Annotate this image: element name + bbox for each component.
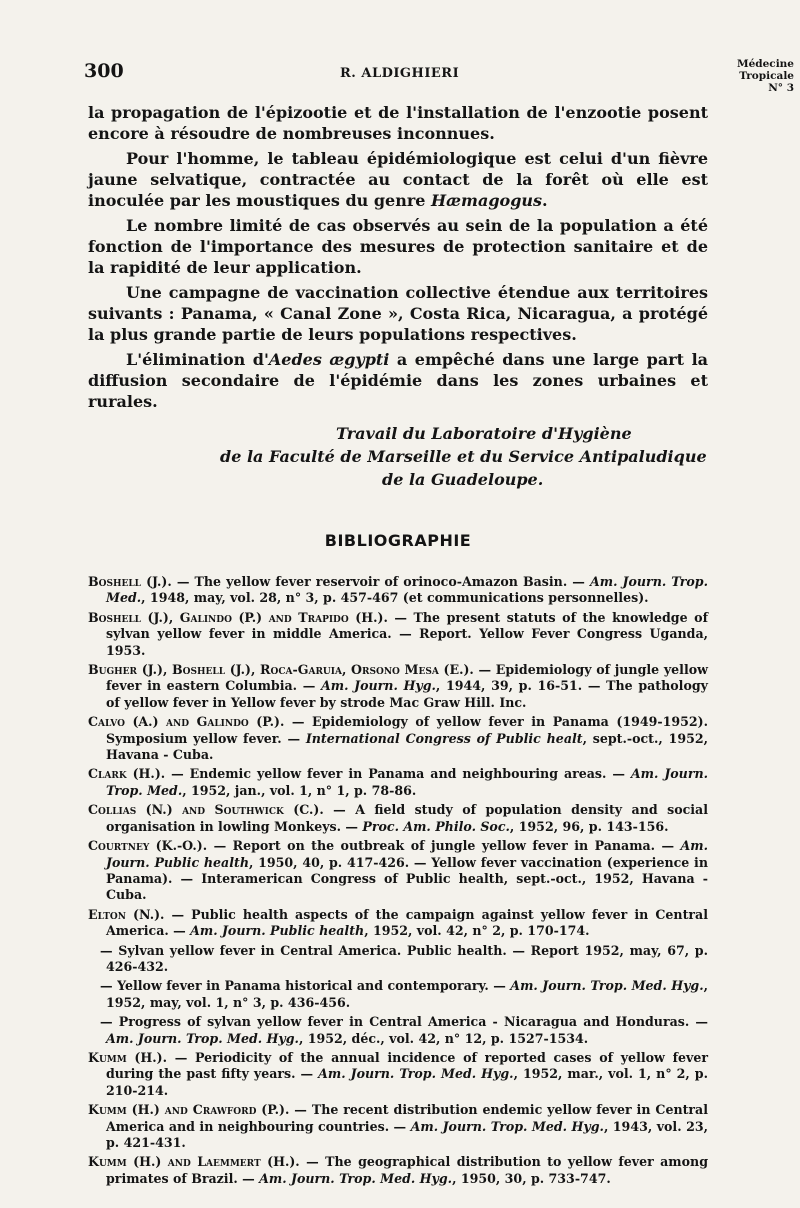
reference-text: — Report on the outbreak of jungle yellow fever in Panama. — — [207, 838, 681, 854]
reference-text: — The geographical distribution to yellow fever among primates of Brazil. — — [106, 1154, 708, 1186]
reference-journal: Am. Journ. Trop. Med. Hyg. — [259, 1170, 453, 1186]
reference-text: — Endemic yellow fever in Panama and neighbouring areas. — — [165, 766, 631, 782]
bibliography-list — [88, 574, 708, 1187]
reference-details: , 1948, may, vol. 28, n° 3, p. 457-467 (et communications personnelles). — [141, 590, 649, 606]
page-header — [84, 56, 800, 100]
reference-text: — The recent distribution endemic yellow fever in Central America and in neighbouring countries. — — [106, 1102, 709, 1134]
reference-details: , 1952, jan., vol. 1, n° 1, p. 78-86. — [182, 782, 417, 798]
reference-journal: Am. Journ. Trop. Med. Hyg. — [410, 1118, 604, 1134]
reference-journal: International Congress of Public healt — [305, 730, 583, 746]
reference-entry — [88, 574, 708, 607]
paragraphs — [88, 102, 708, 412]
article-body — [88, 102, 708, 1190]
journal-line: Médecine — [736, 58, 794, 70]
signature-line: de la Guadeloupe. — [382, 470, 544, 489]
reference-journal: Am. Journ. Trop. Med. Hyg. — [318, 1066, 514, 1082]
paragraph: Une campagne de vaccination collective étendue aux territoires suivants : Panama, « Canal Zone », Costa Rica, Nicaragua, a protégé la plus grande partie de leurs populations respectives. — [88, 283, 708, 344]
reference-text: Yellow fever in Panama historical and contemporary. — — [112, 978, 511, 994]
signature-line: de la Faculté de Marseille et du Service Antipaludique — [220, 447, 707, 466]
reference-author: — — [100, 978, 113, 994]
reference-details: , 1952, may, vol. 1, n° 3, p. 436-456. — [106, 978, 708, 1010]
reference-entry — [88, 610, 708, 659]
reference-entry — [88, 1102, 708, 1151]
reference-journal: Am. Journ. Trop. Med. — [106, 574, 708, 606]
signature-line: Travail du Laboratoire d'Hygiène — [336, 424, 632, 443]
reference-journal: Proc. Am. Philo. Soc. — [362, 818, 510, 834]
bibliography-title: BIBLIOGRAPHIE — [324, 531, 472, 550]
reference-entry — [88, 1154, 708, 1187]
reference-entry — [88, 838, 708, 904]
reference-journal: Am. Journ. Public health — [190, 923, 365, 939]
page-number: 300 — [84, 60, 124, 82]
reference-journal: Am. Journ. Public health — [106, 838, 708, 870]
reference-journal: Am. Journ. Trop. Med. Hyg. — [106, 1030, 299, 1046]
reference-text: Progress of sylvan yellow fever in Central America - Nicaragua and Honduras. — — [112, 1014, 708, 1030]
reference-entry — [88, 1014, 708, 1047]
italic-term: Hæmagogus — [431, 191, 543, 210]
reference-text: — Epidemiology of yellow fever in Panama (1949-1952). Symposium yellow fever. — — [106, 714, 708, 746]
reference-author: Kumm (H.) and Crawford (P.). — [88, 1102, 290, 1118]
journal-label — [737, 58, 794, 94]
paragraph: Pour l'homme, le tableau épidémiologique est celui d'un fièvre jaune selvatique, contractée au contact de la forêt où elle est inoculée par les moustiques du genre Hæmagogus. — [88, 149, 708, 210]
reference-entry — [88, 907, 708, 940]
affiliation-signature — [88, 422, 708, 491]
reference-text: — A field study of population density and social organisation in lowling Monkeys. — — [106, 802, 708, 834]
reference-text: — Periodicity of the annual incidence of reported cases of yellow fever during the past fifty years. — — [106, 1049, 708, 1082]
reference-details: , 1944, 39, p. 16-51. — The pathology of yellow fever in Yellow fever by strode Mac Graw Hill. Inc. — [106, 678, 708, 710]
reference-entry — [88, 714, 708, 763]
reference-details: , 1950, 30, p. 733-747. — [452, 1170, 611, 1186]
reference-text: Sylvan yellow fever in Central America. Public health. — Report 1952, may, 67, p. 426-432. — [106, 942, 708, 974]
reference-details: , 1943, vol. 23, p. 421-431. — [106, 1118, 708, 1150]
reference-text: — Public health aspects of the campaign against yellow fever in Central America. — — [106, 906, 708, 939]
paragraph: Le nombre limité de cas observés au sein de la population a été fonction de l'importance des mesures de protection sanitaire et de la rapidité de leur application. — [88, 216, 708, 277]
reference-details: , 1952, mar., vol. 1, n° 2, p. 210-214. — [106, 1066, 708, 1098]
reference-author: Calvo (A.) and Galindo (P.). — [88, 714, 285, 730]
reference-text: — Epidemiology of jungle yellow fever in eastern Columbia. — — [106, 662, 708, 694]
italic-term: Aedes ægypti — [268, 350, 390, 369]
reference-author: Courtney (K.-O.). — [88, 838, 208, 854]
journal-line: Tropicale — [739, 70, 794, 82]
running-head: R. ALDIGHIERI — [340, 66, 460, 81]
reference-journal: Am. Journ. Trop. Med. — [106, 766, 709, 798]
reference-entry — [88, 1050, 708, 1099]
reference-details: , 1952, déc., vol. 42, n° 12, p. 1527-1534. — [298, 1030, 589, 1046]
reference-details: , 1952, 96, p. 143-156. — [509, 818, 669, 834]
reference-author: Collias (N.) and Southwick (C.). — [88, 802, 324, 818]
reference-details: , 1952, vol. 42, n° 2, p. 170-174. — [364, 923, 590, 939]
reference-author: Elton (N.). — [88, 906, 165, 922]
paragraph: la propagation de l'épizootie et de l'installation de l'enzootie posent encore à résoudre de nombreuses inconnues. — [88, 103, 708, 143]
reference-author: Kumm (H.) and Laemmert (H.). — [88, 1154, 300, 1170]
reference-author: Boshell (J.), Galindo (P.) and Trapido (H.). — [88, 609, 388, 625]
reference-author: — — [100, 942, 113, 958]
reference-entry — [88, 766, 708, 799]
reference-details: , 1950, 40, p. 417-426. — Yellow fever vaccination (experience in Panama). — Interamerican Congress of Public health, sept.-oct., 1952, Havana - Cuba. — [106, 854, 708, 903]
paragraph: L'élimination d'Aedes ægypti a empêché dans une large part la diffusion secondaire de l'épidémie dans les zones urbaines et rurales. — [88, 350, 709, 411]
reference-journal: Am. Journ. Trop. Med. Hyg. — [510, 978, 704, 994]
reference-author: Kumm (H.). — [88, 1049, 168, 1065]
reference-entry — [88, 943, 708, 976]
reference-text: — The yellow fever reservoir of orinoco-Amazon Basin. — — [171, 574, 590, 589]
reference-details: , sept.-oct., 1952, Havana - Cuba. — [106, 730, 708, 763]
reference-entry — [88, 978, 708, 1011]
journal-line: N° 3 — [768, 82, 794, 94]
reference-text: — The present statuts of the knowledge of sylvan yellow fever in middle America. — Report. Yellow Fever Congress Uganda, 1953. — [106, 609, 708, 658]
reference-entry — [88, 662, 708, 711]
reference-author: Clark (H.). — [88, 766, 166, 782]
reference-author: — — [100, 1014, 113, 1030]
reference-entry — [88, 802, 708, 835]
reference-journal: Am. Journ. Hyg. — [321, 678, 436, 694]
reference-author: Boshell (J.). — [88, 574, 172, 589]
reference-author: Bugher (J.), Boshell (J.), Roca-Garuia, Orsono Mesa (E.). — [88, 662, 474, 678]
